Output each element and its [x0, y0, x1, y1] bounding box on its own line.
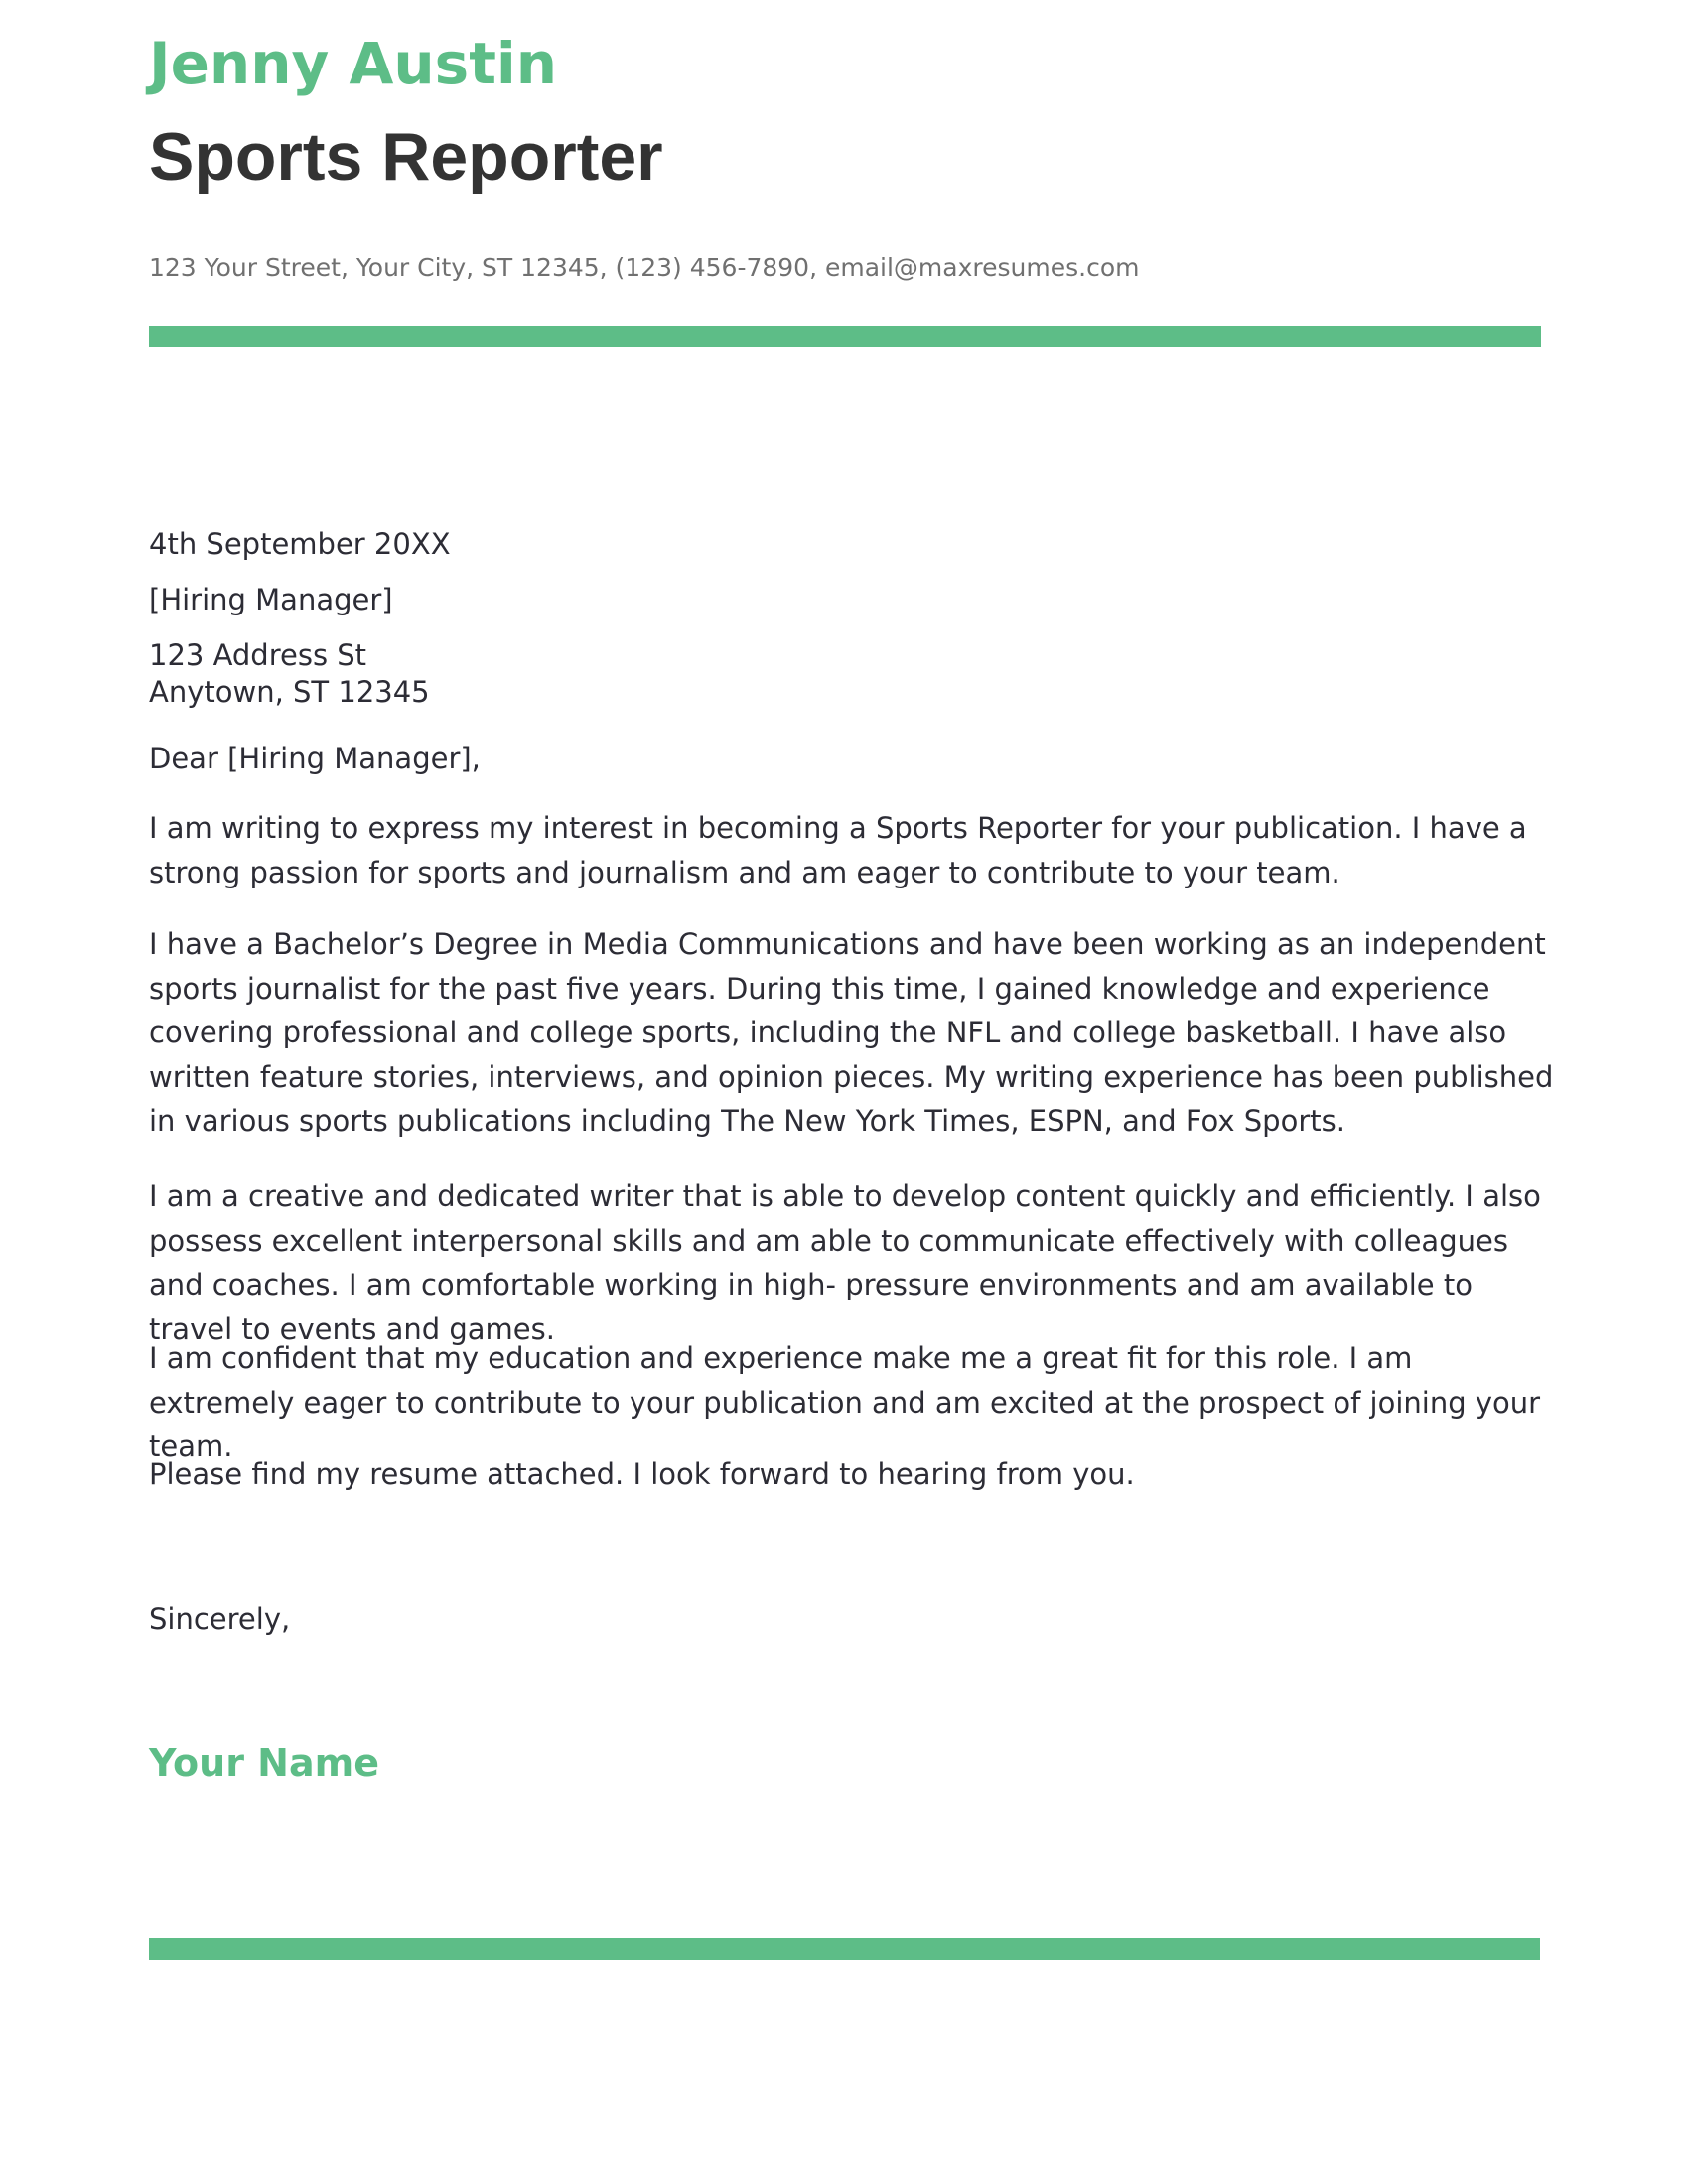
recipient-name: [Hiring Manager]: [149, 583, 393, 616]
footer-divider: [149, 1938, 1540, 1960]
body-paragraph: I am writing to express my interest in becoming a Sports Reporter for your publication. I have a strong passion for sports and journalism and am eager to contribute to your team.: [149, 811, 1527, 889]
signature-name: Your Name: [149, 1741, 379, 1785]
body-paragraph: I have a Bachelor’s Degree in Media Communications and have been working as an independent sports journalist for the past five years. During this time, I gained knowledge and experience covering professional and college sports, including the NFL and college basketball. I have also written feature stories, interviews, and opinion pieces. My writing experience has been published in various sports publications including The New York Times, ESPN, and Fox Sports.: [149, 927, 1554, 1139]
contact-info: 123 Your Street, Your City, ST 12345, (123) 456-7890, email@maxresumes.com: [149, 253, 1140, 282]
recipient-address-line1: 123 Address St: [149, 638, 367, 672]
job-title: Sports Reporter: [149, 119, 663, 195]
letter-date: 4th September 20XX: [149, 527, 451, 561]
salutation: Dear [Hiring Manager],: [149, 742, 481, 775]
closing: Sincerely,: [149, 1602, 291, 1636]
body-paragraph: Please find my resume attached. I look forward to hearing from you.: [149, 1457, 1135, 1491]
body-paragraph: I am a creative and dedicated writer that is able to develop content quickly and efficiently. I also possess excellent interpersonal skills and am able to communicate effectively with colleagues and coaches. I am comfortable working in high- pressure environments and am available to travel to events and games.: [149, 1179, 1541, 1346]
recipient-address-line2: Anytown, ST 12345: [149, 675, 430, 709]
body-paragraph: I am confident that my education and experience make me a great fit for this role. I am extremely eager to contribute to your publication and am excited at the prospect of joining your team.: [149, 1341, 1541, 1464]
applicant-name: Jenny Austin: [149, 30, 558, 97]
header-divider: [149, 326, 1541, 347]
